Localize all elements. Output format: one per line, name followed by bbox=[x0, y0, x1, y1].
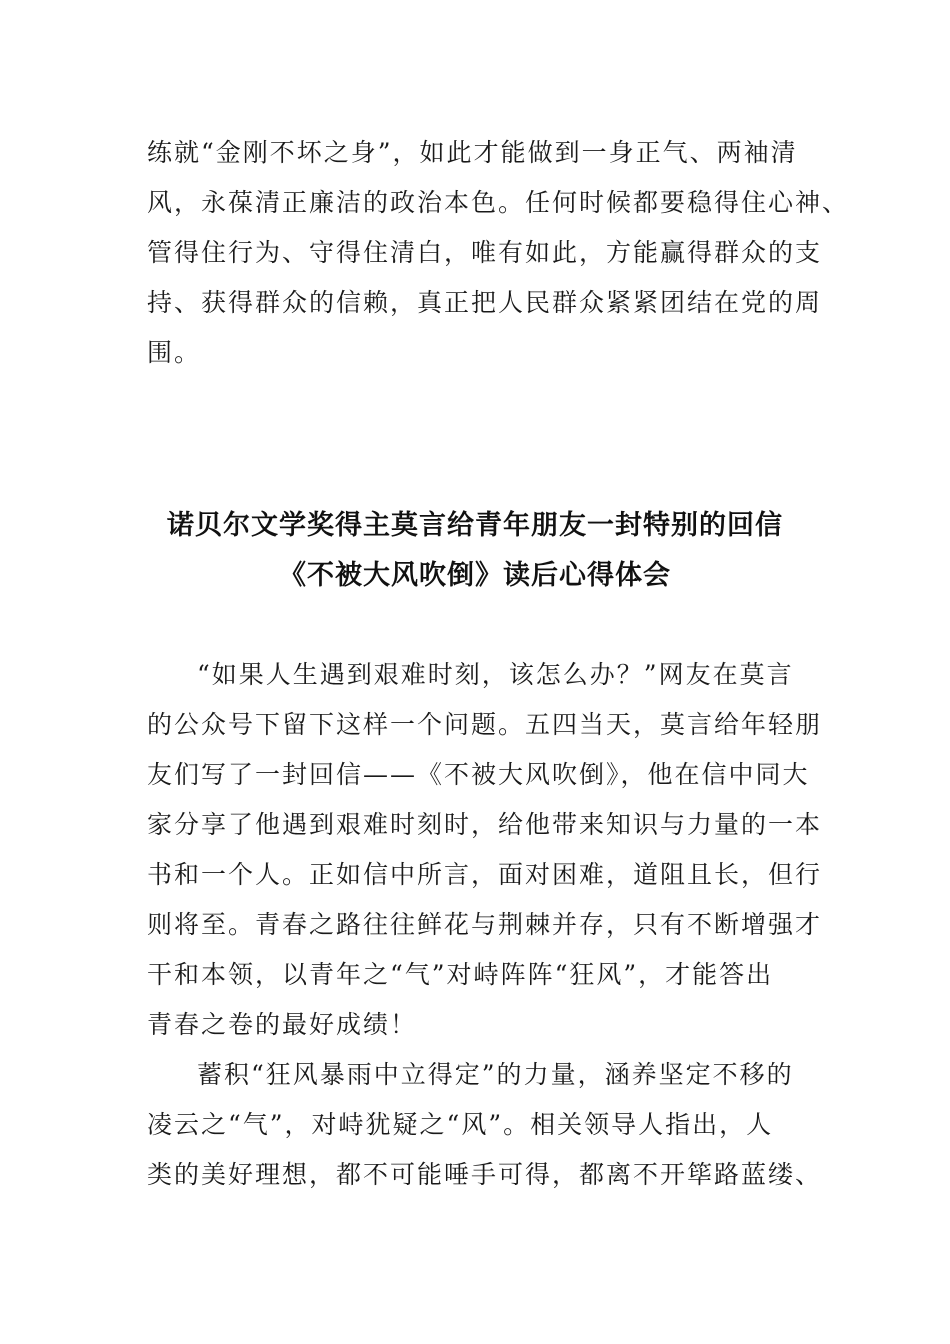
paragraph-1-line: 则将至。青春之路往往鲜花与荆棘并存，只有不断增强才 bbox=[147, 910, 823, 939]
continuation-line: 围。 bbox=[147, 338, 202, 367]
paragraph-1-line: 家分享了他遇到艰难时刻时，给他带来知识与力量的一本 bbox=[147, 810, 823, 839]
article-title-line-2: 《不被大风吹倒》读后心得体会 bbox=[279, 560, 671, 591]
paragraph-2-line: 蓄积“狂风暴雨中立得定”的力量，涵养坚定不移的 bbox=[197, 1060, 794, 1089]
continuation-line: 管得住行为、守得住清白，唯有如此，方能赢得群众的支 bbox=[147, 238, 823, 267]
paragraph-1-line: 的公众号下留下这样一个问题。五四当天，莫言给年轻朋 bbox=[147, 710, 823, 739]
paragraph-1-line: “如果人生遇到艰难时刻，该怎么办？”网友在莫言 bbox=[197, 660, 794, 689]
continuation-line: 持、获得群众的信赖，真正把人民群众紧紧团结在党的周 bbox=[147, 288, 823, 317]
article-title-line-1: 诺贝尔文学奖得主莫言给青年朋友一封特别的回信 bbox=[167, 510, 783, 541]
paragraph-2-line: 凌云之“气”，对峙犹疑之“风”。相关领导人指出，人 bbox=[147, 1110, 774, 1139]
paragraph-1-line: 干和本领，以青年之“气”对峙阵阵“狂风”，才能答出 bbox=[147, 960, 774, 989]
paragraph-1-line: 书和一个人。正如信中所言，面对困难，道阻且长，但行 bbox=[147, 860, 823, 889]
paragraph-1-line: 青春之卷的最好成绩！ bbox=[147, 1010, 418, 1039]
continuation-line: 练就“金刚不坏之身”，如此才能做到一身正气、两袖清 bbox=[147, 138, 798, 167]
paragraph-1-line: 友们写了一封回信——《不被大风吹倒》，他在信中同大 bbox=[147, 760, 810, 789]
continuation-line: 风，永葆清正廉洁的政治本色。任何时候都要稳得住心神、 bbox=[147, 188, 850, 217]
paragraph-2-line: 类的美好理想，都不可能唾手可得，都离不开筚路蓝缕、 bbox=[147, 1160, 823, 1189]
